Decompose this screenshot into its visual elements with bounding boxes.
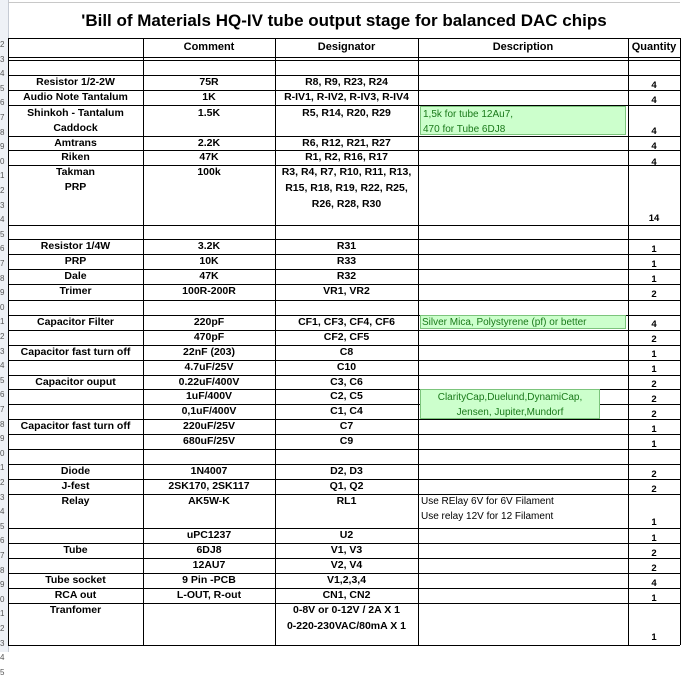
row-number: 2 xyxy=(0,478,5,487)
row-number: 0 xyxy=(0,594,5,604)
row-number: 6 xyxy=(0,244,5,254)
comment-cell: 680uF/25V xyxy=(183,435,235,447)
row-number: 5 xyxy=(0,229,5,239)
category-label: Diode xyxy=(60,465,91,477)
designator-cell: C10 xyxy=(336,361,357,373)
category-label: Amtrans xyxy=(54,137,97,149)
row-number: 5 xyxy=(0,375,5,385)
comment-cell: AK5W-K xyxy=(188,495,230,507)
description-line: ClarityCap,Duelund,DynamiCap, xyxy=(437,392,583,403)
row-number: 4 xyxy=(0,69,5,79)
category-label: PRP xyxy=(64,181,87,193)
quantity-cell: 14 xyxy=(648,213,660,224)
quantity-cell: 1 xyxy=(651,259,657,270)
designator-cell: C8 xyxy=(339,346,354,358)
category-label: Tranfomer xyxy=(49,604,102,616)
quantity-cell: 2 xyxy=(651,548,657,559)
designator-cell: R32 xyxy=(336,270,357,282)
designator-cell: R26, R28, R30 xyxy=(311,198,382,210)
comment-cell: 0,1uF/400V xyxy=(181,405,237,417)
row-number: 2 xyxy=(0,332,5,341)
quantity-cell: 4 xyxy=(651,157,657,168)
row-number: 7 xyxy=(0,551,5,560)
quantity-cell: 1 xyxy=(651,439,657,450)
category-label: Capacitor fast turn off xyxy=(20,346,131,358)
category-label: Dale xyxy=(64,270,87,282)
designator-cell: R-IV1, R-IV2, R-IV3, R-IV4 xyxy=(284,91,409,103)
comment-cell: 220uF/25V xyxy=(183,420,235,432)
row-number: 9 xyxy=(0,434,5,444)
row-number: 7 xyxy=(0,259,5,268)
row-number: 3 xyxy=(0,492,5,502)
category-label: Capacitor Filter xyxy=(36,316,115,328)
category-label: Caddock xyxy=(53,122,98,134)
description-line: Silver Mica, Polystyrene (pf) or better xyxy=(422,317,587,328)
description-note xyxy=(420,315,626,329)
comment-cell: 3.2K xyxy=(197,240,221,252)
quantity-cell: 1 xyxy=(651,517,657,528)
description-line: Jensen, Jupiter,Mundorf xyxy=(456,407,564,418)
row-number: 3 xyxy=(0,200,5,210)
row-border xyxy=(8,60,680,61)
row-number: 4 xyxy=(0,215,5,225)
designator-cell: V1,2,3,4 xyxy=(326,574,367,586)
quantity-cell: 4 xyxy=(651,141,657,152)
comment-cell: 22nF (203) xyxy=(183,346,235,358)
header-designator: Designator xyxy=(317,41,376,53)
description-line: 1,5k for tube 12Au7, xyxy=(423,109,514,120)
designator-cell: R5, R14, R20, R29 xyxy=(302,107,391,119)
designator-cell: C7 xyxy=(339,420,354,432)
category-label: Resistor 1/4W xyxy=(40,240,111,252)
row-number: 8 xyxy=(0,565,5,575)
designator-cell: C9 xyxy=(339,435,354,447)
quantity-cell: 2 xyxy=(651,469,657,480)
description-note xyxy=(421,494,627,524)
col-border xyxy=(418,38,419,645)
row-number: 4 xyxy=(0,361,5,371)
description-line: Use relay 12V for 12 Filament xyxy=(421,511,554,522)
category-label: Tube xyxy=(63,544,88,556)
row-number: 7 xyxy=(0,113,5,122)
category-label: Trimer xyxy=(59,285,92,297)
row-border xyxy=(8,225,680,226)
quantity-cell: 4 xyxy=(651,578,657,589)
designator-cell: C3, C6 xyxy=(330,376,363,388)
comment-cell: 9 Pin -PCB xyxy=(182,574,236,586)
quantity-cell: 1 xyxy=(651,244,657,255)
row-number: 3 xyxy=(0,638,5,648)
row-number: 8 xyxy=(0,273,5,283)
quantity-cell: 2 xyxy=(651,289,657,300)
category-label: Resistor 1/2-2W xyxy=(36,76,115,88)
row-number: 3 xyxy=(0,54,5,64)
row-border xyxy=(8,300,680,301)
quantity-cell: 2 xyxy=(651,379,657,390)
row-number: 8 xyxy=(0,127,5,137)
quantity-cell: 1 xyxy=(651,533,657,544)
designator-cell: VR1, VR2 xyxy=(323,285,370,297)
comment-cell: 470pF xyxy=(193,331,225,343)
quantity-cell: 1 xyxy=(651,274,657,285)
row-number: 6 xyxy=(0,98,5,108)
category-label: Capacitor fast turn off xyxy=(20,420,131,432)
description-note xyxy=(420,389,600,419)
comment-cell: 220pF xyxy=(193,316,225,328)
row-number: 1 xyxy=(0,317,5,327)
row-number: 3 xyxy=(0,346,5,356)
row-number: 6 xyxy=(0,536,5,546)
row-number: 7 xyxy=(0,405,5,414)
sheet-title: 'Bill of Materials HQ-IV tube output stage for balanced DAC chips xyxy=(81,11,607,30)
quantity-cell: 1 xyxy=(651,593,657,604)
comment-cell: 4.7uF/25V xyxy=(184,361,234,373)
row-border xyxy=(8,449,680,450)
designator-cell: R31 xyxy=(336,240,357,252)
designator-cell: R15, R18, R19, R22, R25, xyxy=(285,182,408,194)
category-label: Relay xyxy=(61,495,90,507)
designator-cell: D2, D3 xyxy=(330,465,363,477)
designator-cell: V2, V4 xyxy=(330,559,363,571)
row-number: 0 xyxy=(0,448,5,458)
quantity-cell: 2 xyxy=(651,409,657,420)
quantity-cell: 1 xyxy=(651,364,657,375)
comment-cell: 1N4007 xyxy=(190,465,228,477)
comment-cell: 47K xyxy=(199,270,219,282)
header-comment: Comment xyxy=(183,41,235,53)
designator-cell: U2 xyxy=(339,529,354,541)
comment-cell: 47K xyxy=(199,151,219,163)
row-number: 2 xyxy=(0,186,5,195)
quantity-cell: 2 xyxy=(651,394,657,405)
category-label: Shinkoh - Tantalum xyxy=(27,107,124,119)
quantity-cell: 2 xyxy=(651,563,657,574)
header-quantity: Quantity xyxy=(631,41,677,53)
designator-cell: Q1, Q2 xyxy=(329,480,364,492)
designator-cell: C1, C4 xyxy=(330,405,363,417)
designator-cell: CF2, CF5 xyxy=(323,331,370,343)
quantity-cell: 2 xyxy=(651,484,657,495)
header-description: Description xyxy=(492,41,554,53)
description-note xyxy=(420,106,626,135)
category-label: J-fest xyxy=(61,480,90,492)
designator-cell: CN1, CN2 xyxy=(322,589,371,601)
designator-cell: R6, R12, R21, R27 xyxy=(302,137,391,149)
row-number: 1 xyxy=(0,609,5,619)
row-number: 4 xyxy=(0,653,5,663)
comment-cell: uPC1237 xyxy=(186,529,232,541)
comment-cell: L-OUT, R-out xyxy=(176,589,242,601)
comment-cell: 0.22uF/400V xyxy=(178,376,240,388)
row-number: 1 xyxy=(0,463,5,473)
row-number: 2 xyxy=(0,40,5,49)
quantity-cell: 1 xyxy=(651,349,657,360)
table-bottom-border xyxy=(8,645,680,646)
designator-cell: R1, R2, R16, R17 xyxy=(305,151,388,163)
row-number: 5 xyxy=(0,83,5,93)
row-number: 5 xyxy=(0,667,5,677)
description-line: 470 for Tube 6DJ8 xyxy=(423,124,506,135)
row-number: 0 xyxy=(0,156,5,166)
comment-cell: 2SK170, 2SK117 xyxy=(168,480,250,492)
comment-cell: 1K xyxy=(202,91,216,103)
category-label: Capacitor ouput xyxy=(35,376,116,388)
category-label: PRP xyxy=(64,255,87,267)
row-number: 8 xyxy=(0,419,5,429)
designator-cell: R8, R9, R23, R24 xyxy=(305,76,388,88)
quantity-cell: 1 xyxy=(651,632,657,643)
comment-cell: 2.2K xyxy=(197,137,221,149)
designator-cell: 0-220-230VAC/80mA X 1 xyxy=(286,620,407,632)
designator-cell: R33 xyxy=(336,255,357,267)
comment-cell: 100k xyxy=(197,166,221,178)
designator-cell: V1, V3 xyxy=(330,544,363,556)
category-label: Audio Note Tantalum xyxy=(23,91,128,103)
row-number: 5 xyxy=(0,521,5,531)
category-label: Riken xyxy=(61,151,90,163)
description-line: Use RElay 6V for 6V Filament xyxy=(421,496,554,507)
quantity-cell: 2 xyxy=(651,334,657,345)
designator-cell: CF1, CF3, CF4, CF6 xyxy=(298,316,395,328)
grid-line xyxy=(8,2,680,3)
comment-cell: 1uF/400V xyxy=(185,390,233,402)
comment-cell: 75R xyxy=(199,76,219,88)
row-number: 9 xyxy=(0,288,5,298)
row-number: 6 xyxy=(0,390,5,400)
row-number: 9 xyxy=(0,142,5,152)
row-number: 2 xyxy=(0,624,5,633)
quantity-cell: 4 xyxy=(651,95,657,106)
comment-cell: 6DJ8 xyxy=(196,544,222,556)
quantity-cell: 4 xyxy=(651,126,657,137)
row-number: 9 xyxy=(0,580,5,590)
row-number: 0 xyxy=(0,302,5,312)
category-label: RCA out xyxy=(54,589,97,601)
designator-cell: C2, C5 xyxy=(330,390,363,402)
category-label: Takman xyxy=(56,166,95,178)
designator-cell: 0-8V or 0-12V / 2A X 1 xyxy=(293,604,400,616)
designator-cell: RL1 xyxy=(336,495,357,507)
comment-cell: 100R-200R xyxy=(182,285,236,297)
header-bottom-border xyxy=(8,57,680,58)
row-number: 4 xyxy=(0,507,5,517)
quantity-cell: 1 xyxy=(651,424,657,435)
comment-cell: 12AU7 xyxy=(192,559,226,571)
comment-cell: 10K xyxy=(199,255,219,267)
designator-cell: R3, R4, R7, R10, R11, R13, xyxy=(281,166,412,178)
category-label: Tube socket xyxy=(45,574,106,586)
row-number: 1 xyxy=(0,171,5,181)
col-border xyxy=(680,38,681,645)
quantity-cell: 4 xyxy=(651,80,657,91)
quantity-cell: 4 xyxy=(651,319,657,330)
comment-cell: 1.5K xyxy=(197,107,221,119)
